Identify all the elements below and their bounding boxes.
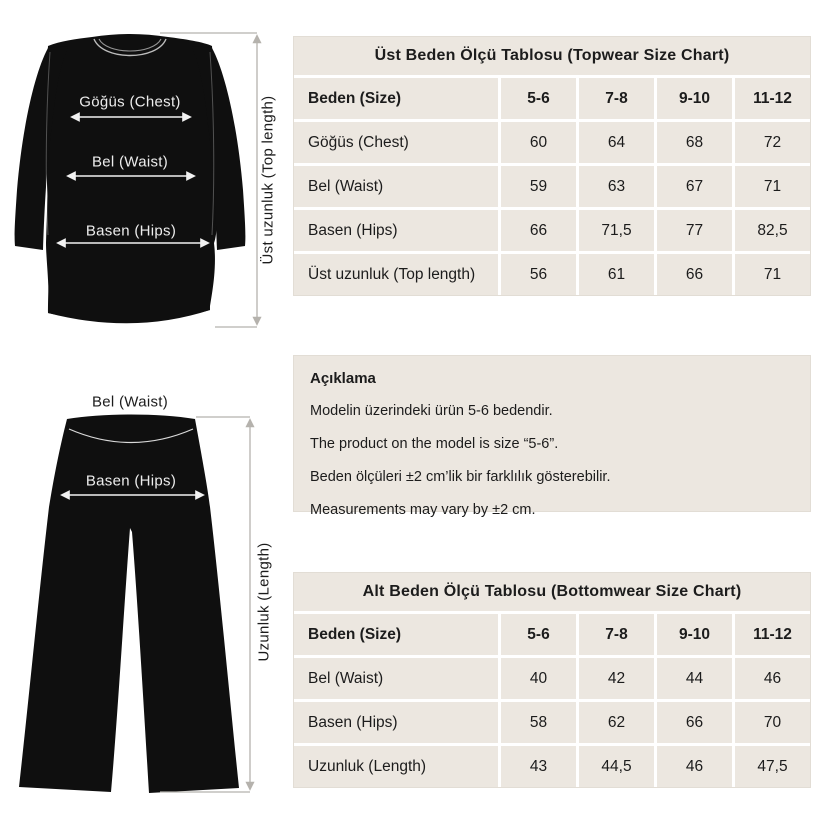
- tunic-chest-label: Göğüs (Chest): [79, 93, 181, 111]
- notes-title: Açıklama: [310, 370, 376, 387]
- pants-waist-label: Bel (Waist): [91, 393, 169, 411]
- tunic-drawing: [8, 30, 268, 332]
- topwear-chest-value: 60: [501, 122, 576, 163]
- topwear-table-title: Üst Beden Ölçü Tablosu (Topwear Size Chart): [294, 37, 810, 75]
- topwear-row-length-label: Üst uzunluk (Top length): [294, 254, 498, 295]
- topwear-waist-value: 59: [501, 166, 576, 207]
- topwear-hips-value: 82,5: [735, 210, 810, 251]
- topwear-size-table: [293, 36, 811, 296]
- bottomwear-table-title: Alt Beden Ölçü Tablosu (Bottomwear Size Chart): [294, 573, 810, 611]
- bottomwear-waist-value: 46: [735, 658, 810, 699]
- bottomwear-length-value: 46: [657, 746, 732, 787]
- tunic-hips-label: Basen (Hips): [85, 222, 177, 240]
- bottomwear-waist-value: 44: [657, 658, 732, 699]
- bottomwear-size-table: [293, 572, 811, 788]
- notes-box: [293, 355, 811, 518]
- pants-silhouette: [19, 415, 239, 794]
- topwear-header-size: Beden (Size): [294, 78, 498, 119]
- note-line: Modelin üzerindeki ürün 5-6 bedendir.: [310, 403, 553, 419]
- bottomwear-header-5-6: 5-6: [501, 614, 576, 655]
- note-line: The product on the model is size “5-6”.: [310, 436, 559, 452]
- bottomwear-row-length-label: Uzunluk (Length): [294, 746, 498, 787]
- bottomwear-header-11-12: 11-12: [735, 614, 810, 655]
- bottomwear-waist-value: 42: [579, 658, 654, 699]
- bottomwear-waist-value: 40: [501, 658, 576, 699]
- topwear-header-11-12: 11-12: [735, 78, 810, 119]
- tunic-waist-label: Bel (Waist): [91, 153, 169, 171]
- note-line: Measurements may vary by ±2 cm.: [310, 502, 536, 518]
- topwear-hips-value: 77: [657, 210, 732, 251]
- topwear-chest-value: 64: [579, 122, 654, 163]
- topwear-row-waist-label: Bel (Waist): [294, 166, 498, 207]
- topwear-length-value: 56: [501, 254, 576, 295]
- topwear-header-9-10: 9-10: [657, 78, 732, 119]
- note-line: Beden ölçüleri ±2 cm’lik bir farklılık gösterebilir.: [310, 469, 611, 485]
- bottomwear-hips-value: 58: [501, 702, 576, 743]
- topwear-chest-value: 72: [735, 122, 810, 163]
- bottomwear-hips-value: 66: [657, 702, 732, 743]
- topwear-waist-value: 67: [657, 166, 732, 207]
- bottomwear-length-value: 47,5: [735, 746, 810, 787]
- bottomwear-header-size: Beden (Size): [294, 614, 498, 655]
- bottomwear-length-value: 43: [501, 746, 576, 787]
- topwear-waist-value: 63: [579, 166, 654, 207]
- bottomwear-row-hips-label: Basen (Hips): [294, 702, 498, 743]
- topwear-chest-value: 68: [657, 122, 732, 163]
- bottomwear-header-9-10: 9-10: [657, 614, 732, 655]
- topwear-hips-value: 71,5: [579, 210, 654, 251]
- topwear-header-7-8: 7-8: [579, 78, 654, 119]
- topwear-waist-value: 71: [735, 166, 810, 207]
- topwear-illustration: [8, 30, 284, 332]
- pants-hips-label: Basen (Hips): [85, 472, 177, 490]
- top-length-label: Üst uzunluk (Top length): [259, 95, 277, 265]
- tunic-body-flare: [46, 46, 215, 323]
- bottomwear-hips-value: 62: [579, 702, 654, 743]
- topwear-length-value: 66: [657, 254, 732, 295]
- bottomwear-row-waist-label: Bel (Waist): [294, 658, 498, 699]
- bottomwear-illustration: [8, 392, 284, 812]
- topwear-hips-value: 66: [501, 210, 576, 251]
- topwear-length-value: 71: [735, 254, 810, 295]
- topwear-row-chest-label: Göğüs (Chest): [294, 122, 498, 163]
- topwear-header-5-6: 5-6: [501, 78, 576, 119]
- topwear-length-value: 61: [579, 254, 654, 295]
- bottomwear-hips-value: 70: [735, 702, 810, 743]
- bottomwear-header-7-8: 7-8: [579, 614, 654, 655]
- topwear-row-hips-label: Basen (Hips): [294, 210, 498, 251]
- pants-length-label: Uzunluk (Length): [255, 542, 273, 662]
- bottomwear-length-value: 44,5: [579, 746, 654, 787]
- pants-drawing: [8, 392, 268, 812]
